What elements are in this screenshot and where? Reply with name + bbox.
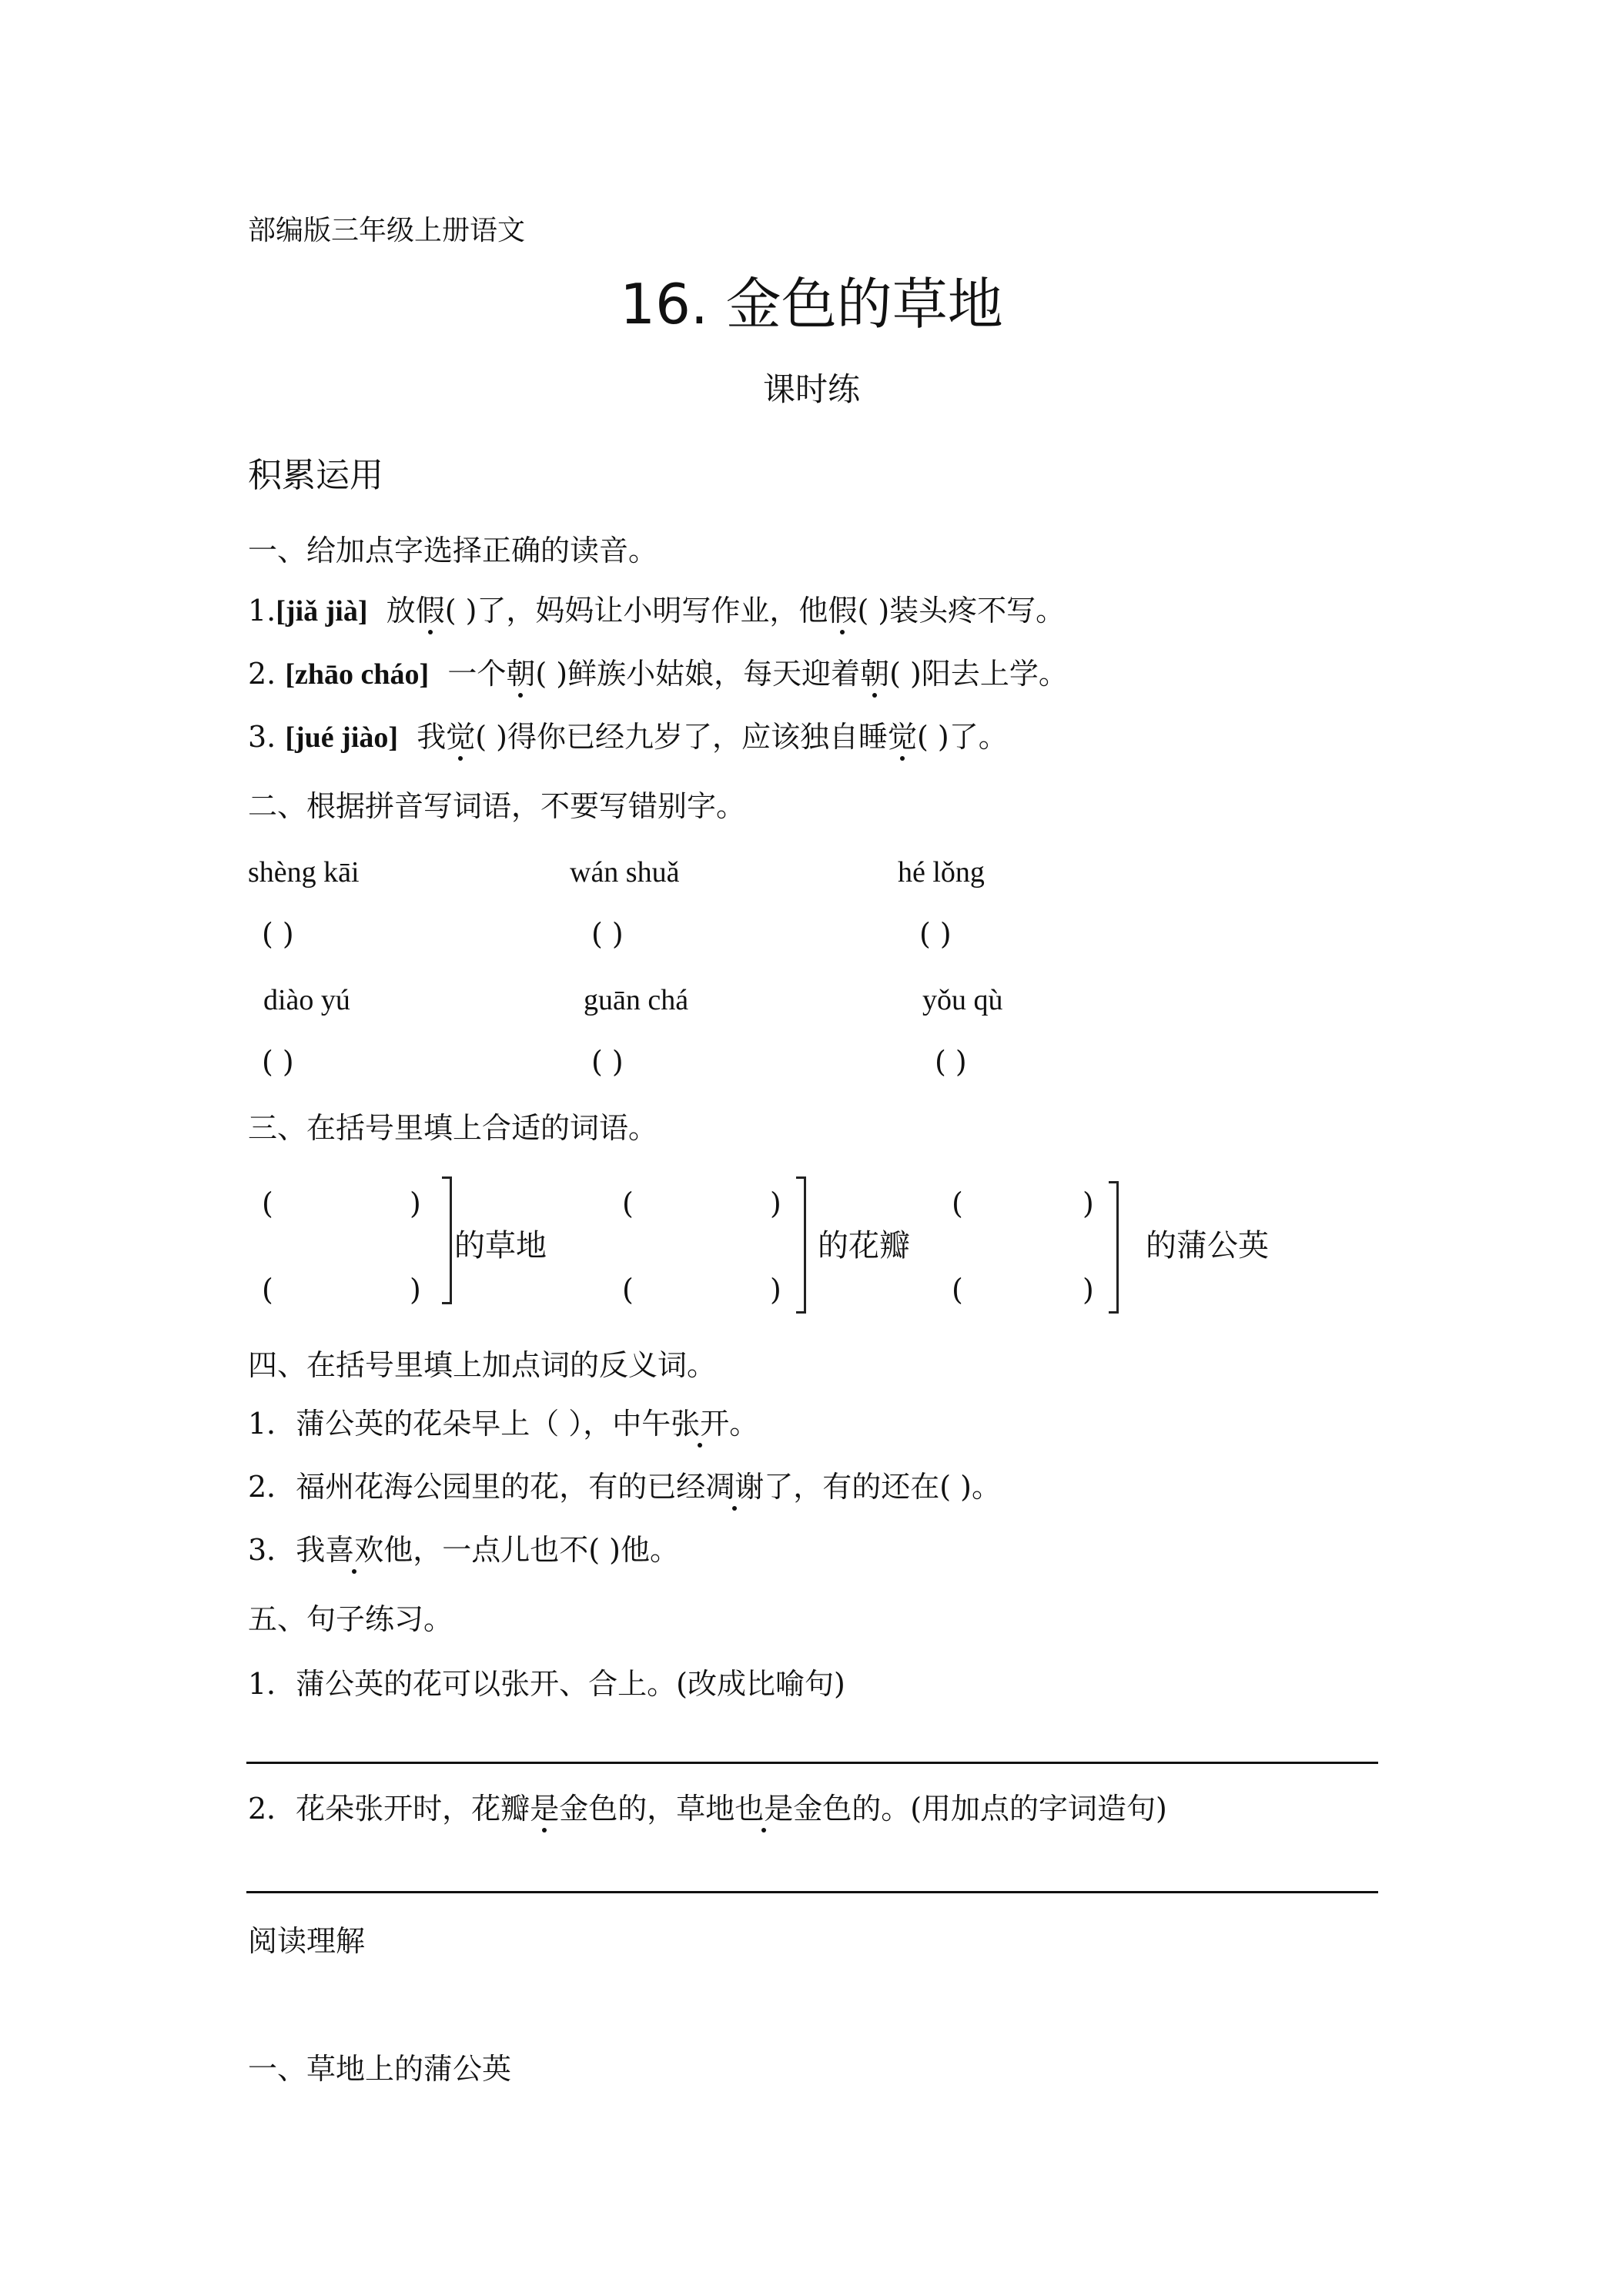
q2-pinyin-3: hé lǒng [898, 856, 985, 889]
q2-blank-4[interactable]: ( ) [262, 1045, 294, 1079]
q3-g2-label: 的花瓣 [818, 1228, 910, 1263]
section-heading-reading: 阅读理解 [248, 1924, 366, 1958]
q2-pinyin-6: yǒu qù [922, 984, 1003, 1016]
reading-q1-heading: 一、草地上的蒲公英 [248, 2052, 512, 2086]
q3-g3-bottom-left: ( [952, 1273, 963, 1307]
q3-g1-bottom-left: ( [262, 1273, 273, 1307]
q1-item-3: 3. [jué jiào] 我觉( )得你已经九岁了，应该独自睡觉( )了。 [248, 720, 1008, 754]
q3-g3-bottom-right: ) [1083, 1273, 1094, 1307]
q5-heading: 五、句子练习。 [248, 1602, 453, 1636]
q2-heading: 二、根据拼音写词语，不要写错别字。 [248, 789, 746, 823]
q3-g3-top-left: ( [952, 1186, 963, 1220]
page-title: 16. 金色的草地 [620, 272, 1003, 336]
q1-item-2: 2. [zhāo cháo] 一个朝( )鲜族小姑娘，每天迎着朝( )阳去上学。 [248, 657, 1068, 691]
q5-item-1: 1．蒲公英的花可以张开、合上。(改成比喻句) [248, 1667, 845, 1701]
q3-g2-top-right: ) [770, 1186, 781, 1220]
q3-g1-top-left: ( [262, 1186, 273, 1220]
q3-g2-bottom-left: ( [622, 1273, 634, 1307]
q4-item-1: 1．蒲公英的花朵早上（ ），中午张开。 [248, 1407, 759, 1441]
q3-g3-label: 的蒲公英 [1146, 1228, 1269, 1263]
page-subtitle: 课时练 [762, 370, 860, 408]
q3-g2-top-left: ( [622, 1186, 634, 1220]
q3-g1-bracket [442, 1176, 452, 1304]
q2-blank-6[interactable]: ( ) [935, 1045, 967, 1079]
q2-pinyin-1: shèng kāi [248, 856, 360, 889]
q3-heading: 三、在括号里填上合适的词语。 [248, 1111, 658, 1145]
q1-heading: 一、给加点字选择正确的读音。 [248, 534, 658, 567]
q2-blank-3[interactable]: ( ) [919, 917, 952, 951]
q3-g3-bracket [1109, 1181, 1119, 1314]
q2-blank-2[interactable]: ( ) [591, 917, 624, 951]
q2-blank-5[interactable]: ( ) [591, 1045, 624, 1079]
q4-item-3: 3．我喜欢他，一点儿也不( )他。 [248, 1533, 679, 1567]
q4-heading: 四、在括号里填上加点词的反义词。 [248, 1348, 717, 1382]
q5-answer-line-2[interactable] [246, 1891, 1378, 1893]
q2-blank-1[interactable]: ( ) [262, 917, 294, 951]
q1-item-1: 1.[jiǎ jià] 放假( )了，妈妈让小明写作业，他假( )装头疼不写。 [248, 594, 1066, 628]
q2-pinyin-4: diào yú [263, 984, 350, 1016]
q5-answer-line-1[interactable] [246, 1762, 1378, 1764]
series-label: 部编版三年级上册语文 [248, 215, 526, 246]
q3-g1-bottom-right: ) [410, 1273, 421, 1307]
q2-pinyin-5: guān chá [584, 984, 689, 1016]
q4-item-2: 2．福州花海公园里的花，有的已经凋谢了，有的还在( )。 [248, 1470, 1001, 1504]
q3-g2-bottom-right: ) [770, 1273, 781, 1307]
q2-pinyin-2: wán shuǎ [570, 856, 680, 889]
q3-g1-top-right: ) [410, 1186, 421, 1220]
q3-g2-bracket [796, 1176, 806, 1314]
section-heading-accumulate: 积累运用 [248, 456, 383, 495]
q3-g1-label: 的草地 [454, 1228, 547, 1263]
q3-g3-top-right: ) [1083, 1186, 1094, 1220]
q5-item-2: 2．花朵张开时，花瓣是金色的，草地也是金色的。(用加点的字词造句) [248, 1792, 1167, 1826]
